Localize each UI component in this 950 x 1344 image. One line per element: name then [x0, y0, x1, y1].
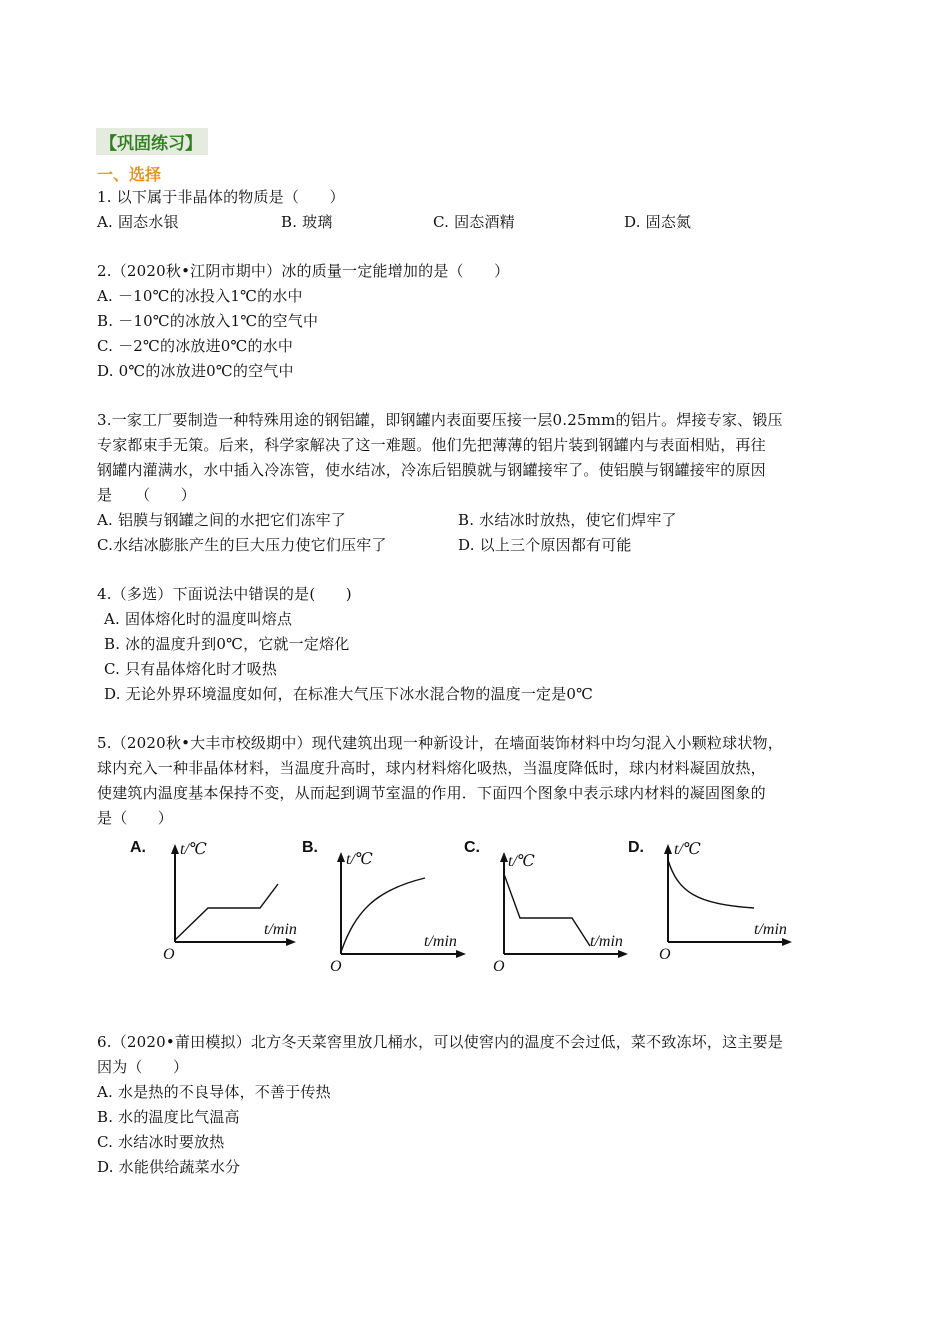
graph-d-origin: O — [659, 946, 671, 963]
q6-option-b: B. 水的温度比气温高 — [97, 1108, 240, 1126]
q1-option-c: C. 固态酒精 — [433, 213, 515, 231]
q5-stem-line: 5.（2020秋•大丰市校级期中）现代建筑出现一种新设计，在墙面装饰材料中均匀混入小颗粒球状物， — [97, 734, 783, 752]
q3-option-b: B. 水结冰时放热，使它们焊牢了 — [458, 511, 677, 529]
graph-c-curve — [504, 874, 590, 946]
graph-b-label: B. — [302, 839, 318, 856]
q1-option-b: B. 玻璃 — [281, 213, 333, 231]
graph-d-y-label: t/℃ — [674, 841, 701, 858]
graph-d-x-label: t/min — [754, 921, 787, 938]
graph-b-x-label: t/min — [424, 933, 457, 950]
q3-stem-line: 钢罐内灌满水，水中插入冷冻管，使水结冰，冷冻后铝膜就与钢罐接牢了。使铝膜与钢罐接牢的原因 — [97, 461, 766, 479]
q3-stem-line: 是 （ ） — [97, 486, 196, 504]
q3-option-c: C.水结冰膨胀产生的巨大压力使它们压牢了 — [97, 536, 387, 554]
q3-option-d: D. 以上三个原因都有可能 — [458, 536, 632, 554]
q4-option-c: C. 只有晶体熔化时才吸热 — [104, 660, 278, 678]
q2-stem: 2.（2020秋•江阴市期中）冰的质量一定能增加的是（ ） — [97, 262, 510, 280]
graph-a — [128, 832, 308, 962]
section-title: 【巩固练习】 — [96, 128, 208, 155]
q2-option-d: D. 0℃的冰放进0℃的空气中 — [97, 362, 294, 380]
graph-d-label: D. — [628, 839, 644, 856]
q1-option-a: A. 固态水银 — [97, 213, 179, 231]
graph-b — [300, 832, 480, 974]
graph-c-label: C. — [464, 839, 480, 856]
q2-option-b: B. －10℃的冰放入1℃的空气中 — [97, 312, 319, 330]
graph-a-curve — [175, 884, 278, 940]
q1-option-d: D. 固态氮 — [624, 213, 692, 231]
graph-b-origin: O — [330, 958, 342, 975]
graph-d-curve — [668, 860, 754, 908]
q6-option-c: C. 水结冰时要放热 — [97, 1133, 225, 1151]
q4-option-b: B. 冰的温度升到0℃，它就一定熔化 — [104, 635, 350, 653]
graph-a-y-label: t/℃ — [180, 841, 207, 858]
graph-c — [462, 832, 642, 974]
q6-option-d: D. 水能供给蔬菜水分 — [97, 1158, 241, 1176]
graph-a-x-label: t/min — [264, 921, 297, 938]
q5-stem-line: 是（ ） — [97, 809, 174, 827]
q2-option-a: A. －10℃的冰投入1℃的水中 — [97, 287, 303, 305]
q3-stem-line: 3.一家工厂要制造一种特殊用途的钢铝罐，即钢罐内表面要压接一层0.25mm的铝片。焊接专家、锻压 — [97, 411, 783, 429]
q5-stem-line: 使建筑内温度基本保持不变，从而起到调节室温的作用．下面四个图象中表示球内材料的凝固图象的 — [97, 784, 766, 802]
section-subtitle: 一、选择 — [97, 165, 162, 184]
graph-d — [626, 832, 806, 962]
q3-stem-line: 专家都束手无策。后来，科学家解决了这一难题。他们先把薄薄的铝片装到钢罐内与表面相贴，再往 — [97, 436, 766, 454]
graph-c-origin: O — [493, 958, 505, 975]
graph-b-y-label: t/℃ — [346, 851, 373, 868]
q3-option-a: A. 铝膜与钢罐之间的水把它们冻牢了 — [97, 511, 346, 529]
q4-option-a: A. 固体熔化时的温度叫熔点 — [104, 610, 293, 628]
graph-c-x-label: t/min — [590, 933, 623, 950]
graph-b-curve — [341, 878, 425, 952]
q5-stem-line: 球内充入一种非晶体材料，当温度升高时，球内材料熔化吸热，当温度降低时，球内材料凝固放热， — [97, 759, 766, 777]
q6-option-a: A. 水是热的不良导体，不善于传热 — [97, 1083, 331, 1101]
q2-option-c: C. －2℃的冰放进0℃的水中 — [97, 337, 294, 355]
q4-stem: 4.（多选）下面说法中错误的是( ) — [97, 585, 352, 603]
graph-a-label: A. — [130, 839, 146, 856]
q6-stem-line: 6.（2020•莆田模拟）北方冬天菜窖里放几桶水，可以使窖内的温度不会过低，菜不致冻坏，这主要是 — [97, 1033, 783, 1051]
q4-option-d: D. 无论外界环境温度如何，在标准大气压下冰水混合物的温度一定是0℃ — [104, 685, 594, 703]
q6-stem-line: 因为（ ） — [97, 1058, 189, 1076]
graph-a-origin: O — [163, 946, 175, 963]
q1-stem: 1. 以下属于非晶体的物质是（ ） — [97, 188, 345, 206]
graph-c-y-label: t/℃ — [508, 853, 535, 870]
